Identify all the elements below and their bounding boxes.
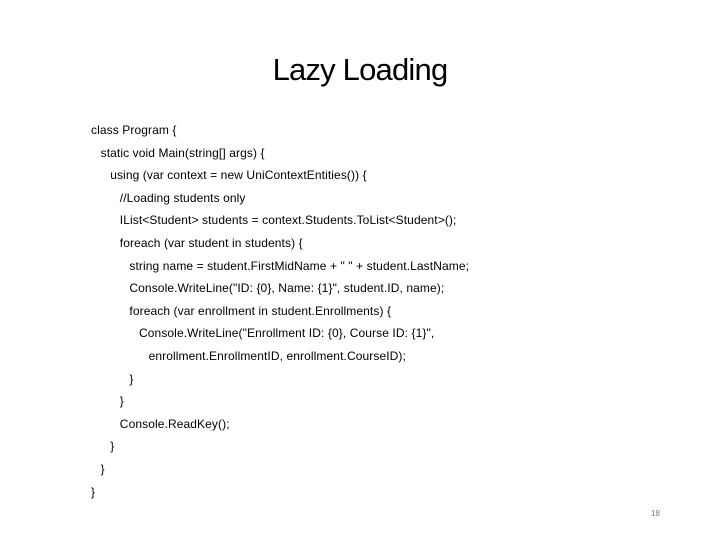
code-line: string name = student.FirstMidName + " " + student.LastName; <box>129 258 470 273</box>
code-line: } <box>100 461 105 476</box>
code-line: Console.ReadKey(); <box>119 416 230 431</box>
code-line: Console.WriteLine("ID: {0}, Name: {1}", student.ID, name); <box>129 281 445 296</box>
code-line: enrollment.EnrollmentID, enrollment.CourseID); <box>148 348 406 363</box>
slide-title: Lazy Loading <box>272 52 448 87</box>
code-line: Console.WriteLine("Enrollment ID: {0}, Course ID: {1}", <box>139 326 435 341</box>
code-line: class Program { <box>91 123 177 137</box>
code-line: } <box>110 439 115 454</box>
code-line: foreach (var student in students) { <box>119 235 303 250</box>
code-line: IList<Student> students = context.Students.ToList<Student>(); <box>119 213 457 228</box>
code-line: //Loading students only <box>119 190 246 205</box>
code-line: foreach (var enrollment in student.Enrollments) { <box>129 303 392 318</box>
code-line: using (var context = new UniContextEntities()) { <box>110 168 367 183</box>
code-line: } <box>119 394 124 409</box>
page-number: 18 <box>651 509 660 518</box>
code-line: static void Main(string[] args) { <box>100 145 265 160</box>
code-line: } <box>129 371 134 386</box>
code-line: } <box>91 484 96 499</box>
code-block <box>91 120 469 504</box>
